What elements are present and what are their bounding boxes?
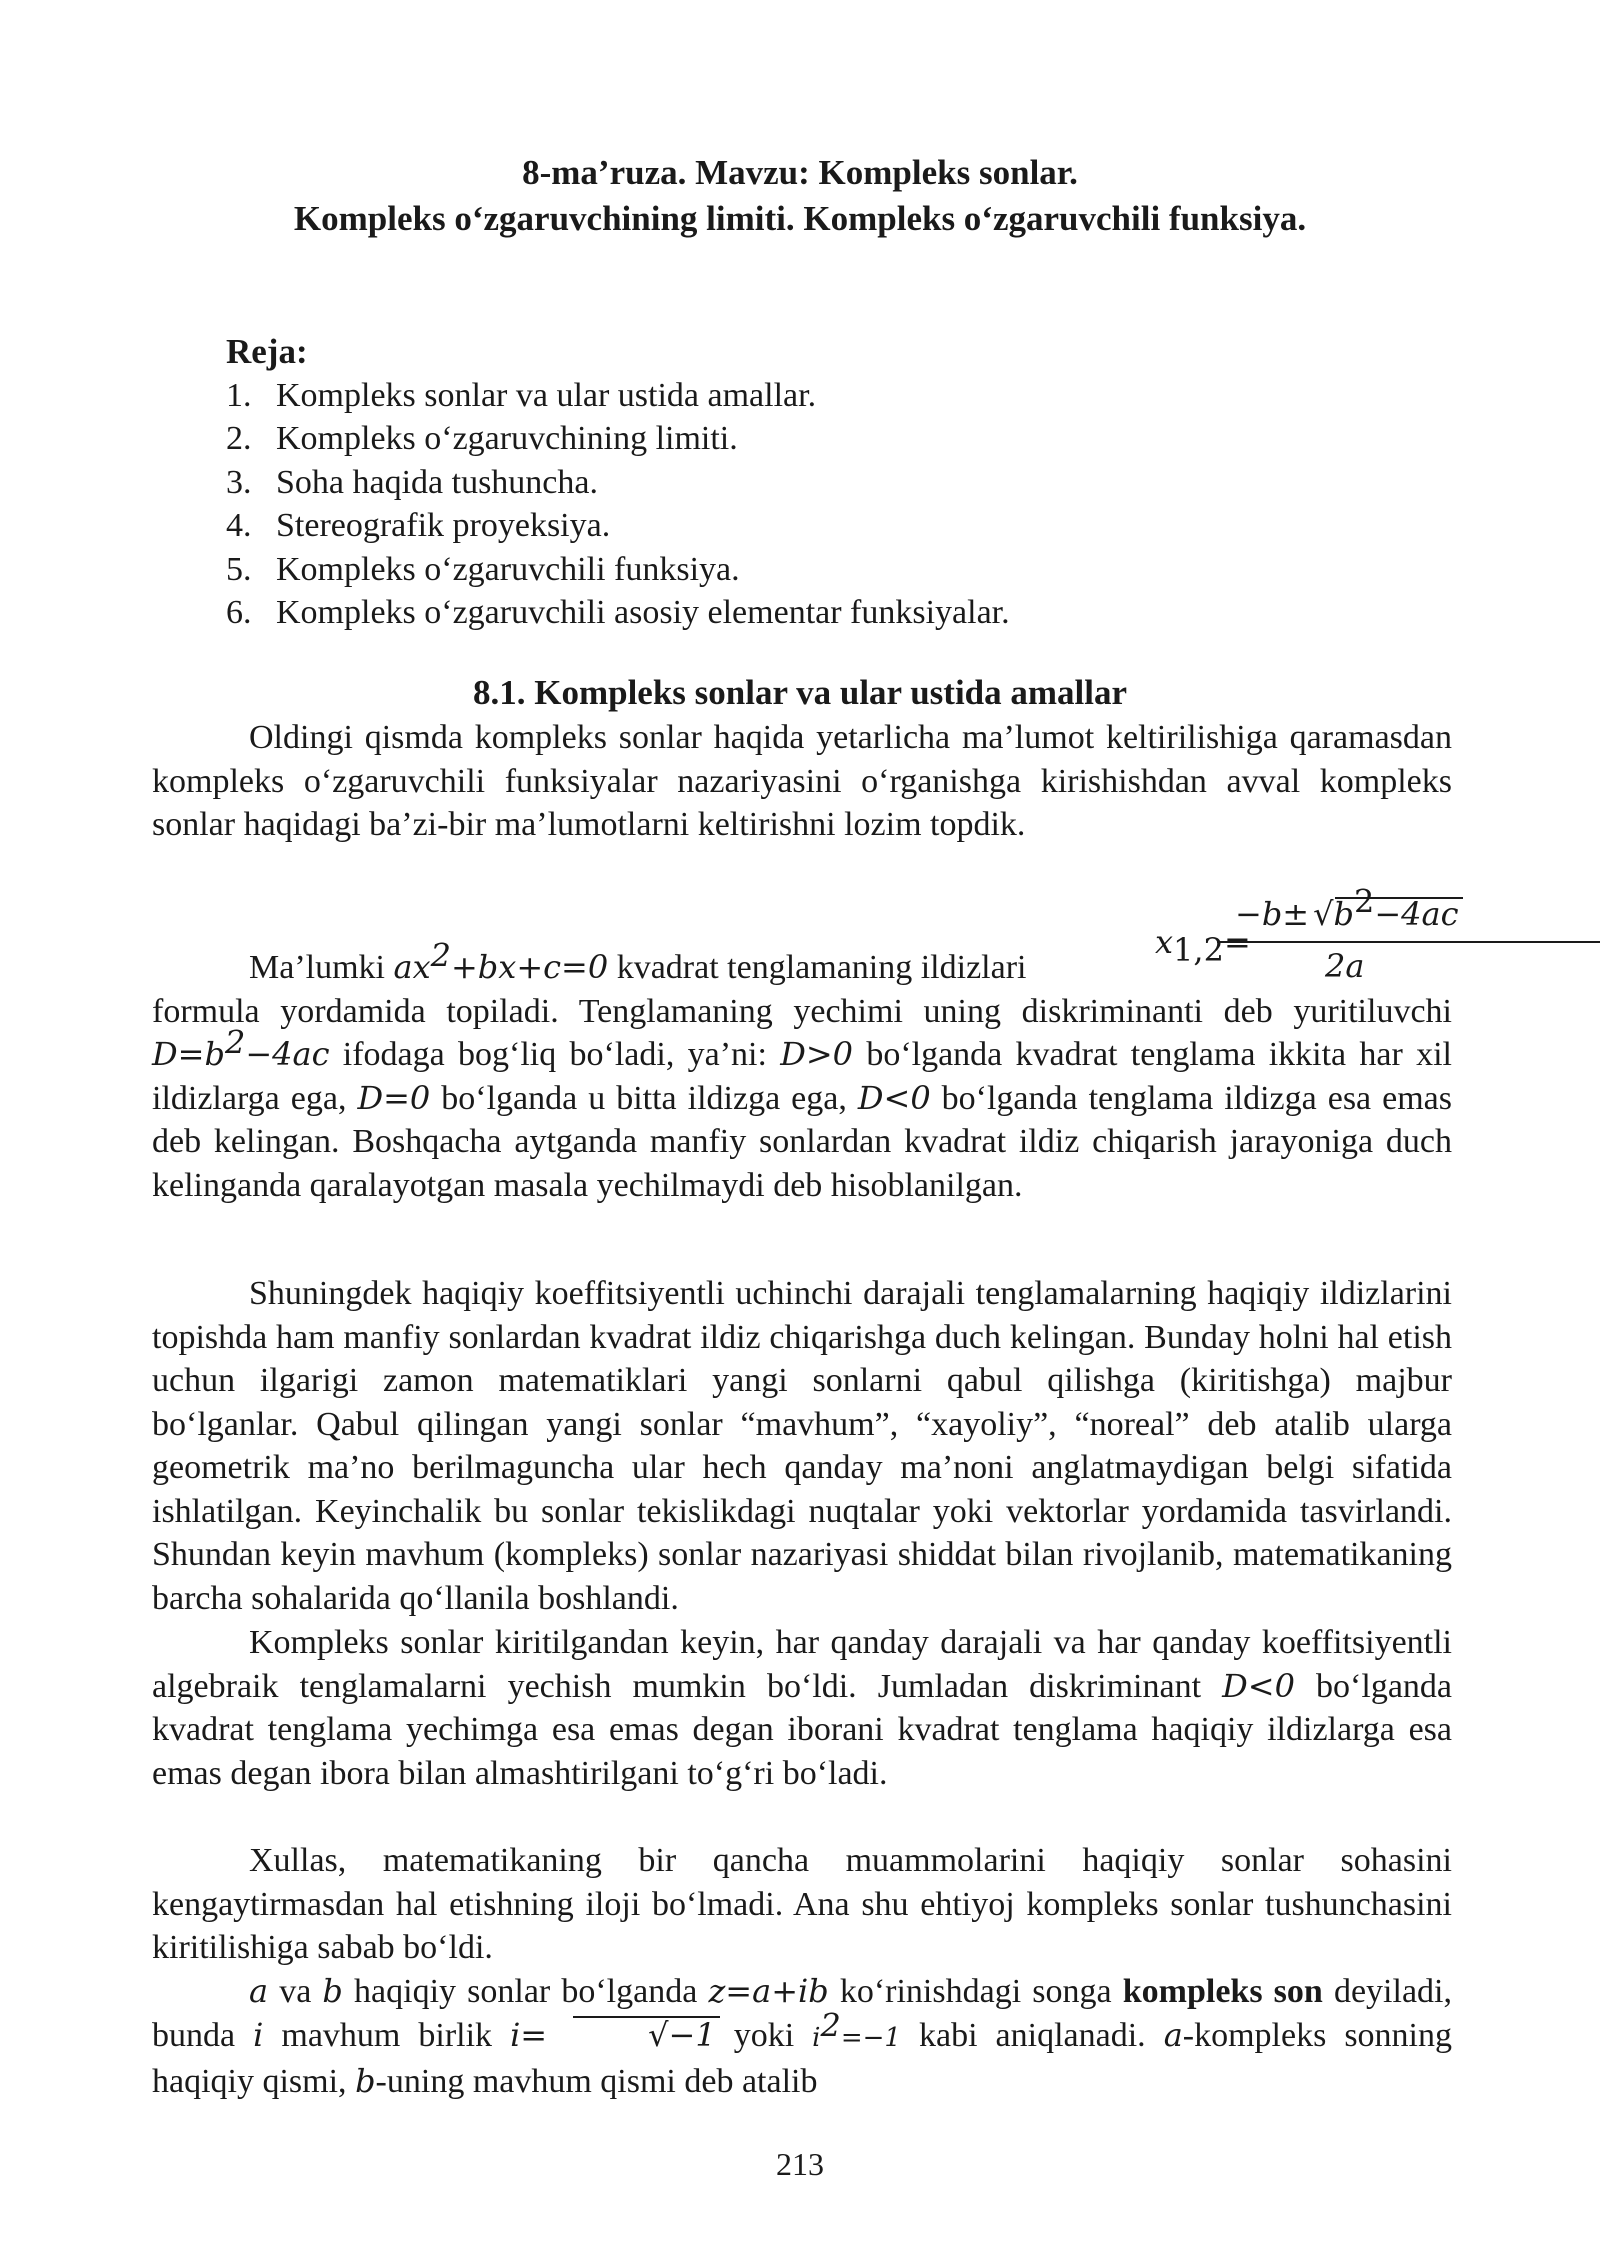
page-number: 213 xyxy=(776,2146,824,2182)
radical-bar xyxy=(573,2016,720,2018)
paragraph-text xyxy=(152,1621,1452,1795)
math-run: D=b xyxy=(152,1035,225,1073)
text-run: Ma’lumki xyxy=(249,949,394,986)
text-run: kabi aniqlanadi. xyxy=(900,2016,1164,2054)
plan-item-text: Kompleks o‘zgaruvchili asosiy elementar funksiyalar. xyxy=(276,594,1010,631)
plan-list xyxy=(226,330,1426,635)
discriminant-formula xyxy=(152,1023,330,1073)
plan-item xyxy=(226,417,1426,461)
var-a: a xyxy=(249,1972,269,2010)
paragraph-text xyxy=(152,990,1452,1208)
paragraph-discriminant xyxy=(152,936,1453,1207)
plan-item-number: 6. xyxy=(226,594,252,631)
text-run: -kompleks sonning haqiqiy qismi, xyxy=(152,2016,1452,2100)
imaginary-unit-def xyxy=(510,2016,716,2054)
plan-item-text: Stereografik proyeksiya. xyxy=(276,507,611,544)
plan-item xyxy=(226,591,1426,635)
plan-item xyxy=(226,461,1426,505)
plan-item-number: 2. xyxy=(226,420,252,457)
text-run: haqiqiy sonlar bo‘lganda xyxy=(342,1973,709,2010)
exponent-2: 2 xyxy=(1353,882,1375,921)
complex-number-form: z=a+ib xyxy=(708,1972,829,2010)
math-run: +bx+c=0 xyxy=(450,948,609,986)
section-heading: 8.1. Kompleks sonlar va ular ustida amallar xyxy=(472,673,1128,712)
plan-item-number: 4. xyxy=(226,507,252,544)
formula-numerator xyxy=(1235,882,1459,934)
math-run: −4ac xyxy=(245,1035,330,1073)
text-run: va xyxy=(268,1973,323,2010)
text-run: ifodaga bog‘liq bo‘ladi, ya’ni: xyxy=(329,1036,781,1073)
subscript-1-2: 1,2 xyxy=(1173,930,1224,969)
math-run: i= xyxy=(510,2015,548,2054)
title-line-1: 8-ma’ruza. Mavzu: Kompleks sonlar. xyxy=(522,153,1078,192)
text-run: formula yordamida topiladi. Tenglamaning yechimi uning diskriminanti deb yuritiluvchi xyxy=(152,992,1452,1030)
quadratic-equation xyxy=(393,936,609,986)
radicand: −1 xyxy=(668,2015,716,2054)
radical-sign: √ xyxy=(648,2015,669,2054)
radical-sign: √ xyxy=(1313,895,1334,933)
var-b: b xyxy=(1333,895,1354,933)
paragraph-text xyxy=(152,1970,1452,2104)
paragraph-text: Xullas, matematikaning bir qancha muammolarini haqiqiy sonlar sohasini kengaytirmasdan hal etishning iloji bo‘lmadi. Ana shu ehtiyoj kompleks sonlar tushunchasini kiritilishiga sabab bo‘ldi. xyxy=(152,1842,1452,1966)
text-run: bo‘lganda tenglama ildizga esa emas deb kelingan. Boshqacha aytganda manfiy sonlardan kvadrat ildiz chiqarish jarayoniga duch kelinganda qaralayotgan masala yechilmaydi deb hisoblanilgan. xyxy=(152,1079,1453,1204)
plan-item-text: Kompleks sonlar va ular ustida amallar. xyxy=(276,376,817,414)
equals-sign: = xyxy=(1223,923,1251,961)
plan-item-number: 5. xyxy=(226,550,252,588)
paragraph-text: Shuningdek haqiqiy koeffitsiyentli uchinchi darajali tenglamalarning haqiqiy ildizlarini topishda ham manfiy sonlardan kvadrat ildiz chiqarishga duch kelingan. Bunday holni hal etish uchun ilgarigi zamon matematiklari yangi sonlarni qabul qilishga (kiritishga) majbur bo‘lganlar. Qabul qilingan yangi sonlar “mavhum”, “xayoliy”, “noreal” deb atalib ularga geometrik ma’no berilmaguncha ular hech qanday ma’noni anglatmaydigan belgi sifatida ishlatilgan. Keyinchalik bu sonlar tekislikdagi nuqtalar yoki vektorlar yordamida tasvirlandi. Shundan keyin mavhum (kompleks) sonlar nazariyasi shiddat bilan rivojlanib, matematikaning barcha sohalarida qo‘llanila boshlandi. xyxy=(152,1275,1452,1617)
paragraph-history xyxy=(152,1272,1452,1620)
exponent-2: 2 xyxy=(820,2005,841,2044)
text-run: bo‘lganda u bitta ildizga ega, xyxy=(430,1079,858,1117)
discriminant-positive: D>0 xyxy=(780,1035,854,1073)
numerator-suffix: −4ac xyxy=(1374,895,1459,933)
math-run: i xyxy=(812,2022,821,2053)
plan-item-text: Kompleks o‘zgaruvchining limiti. xyxy=(276,420,738,457)
discriminant-zero: D=0 xyxy=(357,1078,431,1117)
paragraph-conclusion xyxy=(152,1839,1452,1970)
square-root xyxy=(1309,882,1459,934)
text-run: mavhum birlik xyxy=(263,2016,511,2054)
var-i: i xyxy=(253,2015,264,2054)
plan-item-number: 3. xyxy=(226,463,252,501)
square-root xyxy=(547,2014,716,2058)
discriminant-negative: D<0 xyxy=(857,1078,931,1117)
exponent-2: 2 xyxy=(430,936,451,975)
text-run: Kompleks sonlar kiritilgandan keyin, har qanday darajali va har qanday koeffitsiyentli algebraik tenglamalarni yechish mumkin bo‘ldi. Jumladan diskriminant xyxy=(152,1624,1452,1705)
text-run: bo‘lganda kvadrat tenglama yechimga esa emas degan iborani kvadrat tenglama haqiqiy ildizlarga esa emas degan ibora bilan almashtirilgani to‘g‘ri bo‘ladi. xyxy=(152,1667,1453,1792)
plan-item-text: Soha haqida tushuncha. xyxy=(276,463,598,501)
exponent-2: 2 xyxy=(224,1023,246,1062)
var-a: a xyxy=(1163,2015,1183,2054)
math-run: =−1 xyxy=(840,2022,901,2053)
imaginary-unit-square xyxy=(812,2005,901,2053)
paragraph-definition xyxy=(152,1970,1452,2104)
plan-item xyxy=(226,548,1426,592)
var-b: b xyxy=(355,2062,376,2100)
paragraph-algebraic xyxy=(152,1621,1452,1795)
math-run: ax xyxy=(393,948,431,986)
title-line-2: Kompleks o‘zgaruvchining limiti. Kompleks o‘zgaruvchili funksiya. xyxy=(293,199,1307,238)
plan-heading: Reja: xyxy=(226,332,308,371)
numerator-prefix: −b± xyxy=(1235,895,1310,933)
paragraph-intro xyxy=(152,716,1452,847)
var-x: x xyxy=(1155,923,1174,961)
formula-denominator: 2a xyxy=(1325,947,1365,985)
text-run: deyiladi, bunda xyxy=(152,1973,1452,2054)
fraction-line xyxy=(1217,941,1600,943)
paragraph-text: Oldingi qismda kompleks sonlar haqida yetarlicha ma’lumot keltirilishiga qaramasdan kompleks o‘zgaruvchili funksiyalar nazariyasini o‘rganishga kirishishdan avval kompleks sonlar haqidagi ba’zi-bir ma’lumotlarni keltirishni lozim topdik. xyxy=(152,719,1452,843)
var-b: b xyxy=(322,1972,343,2010)
text-run: kvadrat tenglamaning ildizlari xyxy=(608,949,1027,986)
paragraph-text xyxy=(152,936,1452,990)
text-run: -uning mavhum qismi deb atalib xyxy=(375,2063,818,2100)
plan-item-number: 1. xyxy=(226,376,252,414)
text-run: bo‘lganda kvadrat tenglama ikkita har xil ildizlarga ega, xyxy=(152,1036,1452,1117)
text-run: yoki xyxy=(715,2016,813,2054)
plan-item xyxy=(226,504,1426,548)
plan-item-text: Kompleks o‘zgaruvchili funksiya. xyxy=(276,550,740,588)
text-run: ko‘rinishdagi songa xyxy=(828,1973,1123,2010)
plan-item xyxy=(226,374,1426,418)
discriminant-negative: D<0 xyxy=(1222,1666,1295,1705)
lecture-title xyxy=(0,150,1600,242)
defined-term: kompleks son xyxy=(1122,1973,1323,2010)
radical-bar xyxy=(1335,897,1462,899)
